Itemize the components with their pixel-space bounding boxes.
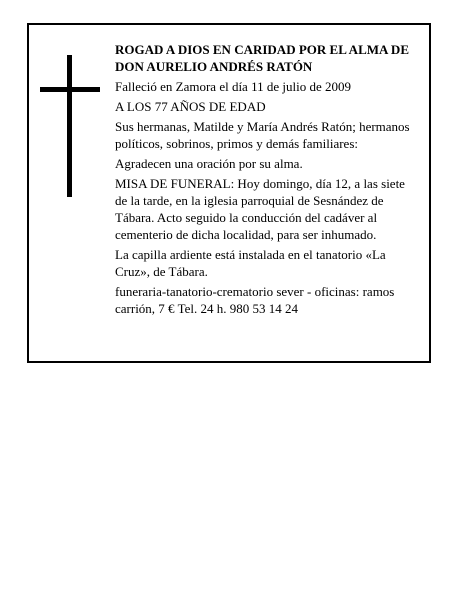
chapel-line: La capilla ardiente está instalada en el tanatorio «La Cruz», de Tábara.: [115, 247, 386, 279]
age-line: A LOS 77 AÑOS DE EDAD: [115, 99, 266, 114]
cross-vertical-bar: [67, 55, 72, 197]
family-line: Sus hermanas, Matilde y María Andrés Ratón; hermanos políticos, sobrinos, primos y demás familiares:: [115, 119, 410, 151]
cross-icon: [40, 55, 100, 197]
funeral-home-line: funeraria-tanatorio-crematorio sever - oficinas: ramos carrión, 7 € Tel. 24 h. 980 53 14 24: [115, 284, 395, 316]
death-date-line: Falleció en Zamora el día 11 de julio de 2009: [115, 79, 351, 94]
notice-text: [115, 41, 411, 320]
thanks-line: Agradecen una oración por su alma.: [115, 156, 303, 171]
notice-heading: ROGAD A DIOS EN CARIDAD POR EL ALMA DE DON AURELIO ANDRÉS RATÓN: [115, 42, 409, 74]
funeral-mass-line: MISA DE FUNERAL: Hoy domingo, día 12, a las siete de la tarde, en la iglesia parroquial de Sesnández de Tábara. Acto seguido la conducción del cadáver al cementerio de dicha localidad, para ser inhumado.: [115, 176, 405, 242]
obituary-notice: [27, 23, 431, 363]
cross-horizontal-bar: [40, 87, 100, 92]
